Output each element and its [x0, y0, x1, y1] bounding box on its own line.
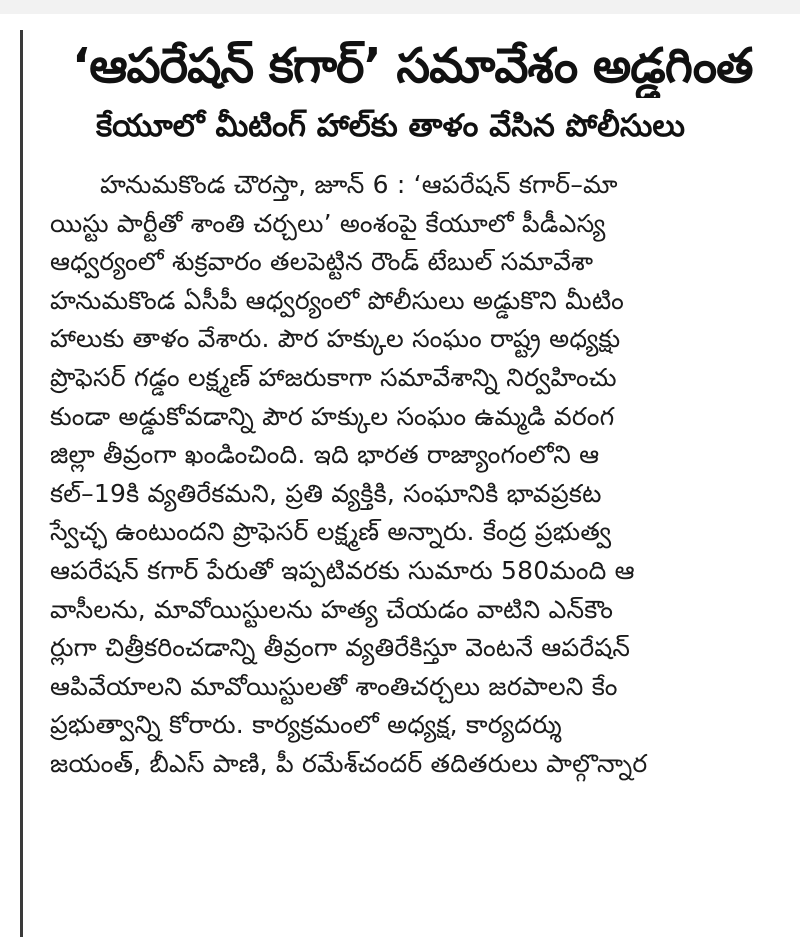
body-line: హనుమకొండ చౌరస్తా, జూన్ 6 : ‘ఆపరేషన్ కగార్–మా [100, 170, 618, 199]
body-line: ఆపివేయాలని మావోయిస్టులతో శాంతిచర్చలు జరపాలని కేం [50, 671, 618, 701]
article-subheadline: కేయూలో మీటింగ్ హాల్‌కు తాళం వేసిన పోలీసులు [96, 108, 686, 144]
body-line: వాసీలను, మావోయిస్టులను హత్య చేయడం వాటిని ఎన్‌కౌం [50, 594, 614, 624]
body-line: జయంత్, బీఎస్ పాణి, పీ రమేశ్‌చందర్ తదితరులు పాల్గొన్నార [50, 748, 648, 778]
body-line: ఆపరేషన్ కగార్ పేరుతో ఇప్పటివరకు సుమారు 580మంది ఆ [50, 555, 635, 585]
top-margin-strip [0, 0, 800, 14]
body-line: జిల్లా తీవ్రంగా ఖండించింది. ఇది భారత రాజ్యాంగంలోని ఆ [50, 440, 600, 470]
body-line: యిస్టు పార్టీతో శాంతి చర్చలు’ అంశంపై కేయూలో పీడీఎస్య [50, 208, 606, 238]
body-line: హనుమకొండ ఏసీపీ ఆధ్వర్యంలో పోలీసులు అడ్డుకొని మీటిం [50, 285, 625, 315]
body-line: కల్–19కి వ్యతిరేకమని, ప్రతి వ్యక్తికి, సంఘానికి భావప్రకట [50, 478, 602, 508]
article-body [0, 166, 800, 784]
body-line: హాలుకు తాళం వేశారు. పౌర హక్కుల సంఘం రాష్ట్ర అధ్యక్షు [50, 324, 621, 354]
body-line: ఆధ్వర్యంలో శుక్రవారం తలపెట్టిన రౌండ్ టేబుల్ సమావేశా [50, 247, 594, 277]
body-line: కుండా అడ్డుకోవడాన్ని పౌర హక్కుల సంఘం ఉమ్మడి వరంగ [50, 401, 615, 431]
body-line: స్వేచ్ఛ ఉంటుందని ప్రొఫెసర్ లక్ష్మణ్ అన్నారు. కేంద్ర ప్రభుత్వ [50, 517, 612, 547]
body-line: ర్లుగా చిత్రీకరించడాన్ని తీవ్రంగా వ్యతిరేకిస్తూ వెంటనే ఆపరేషన్ [50, 633, 631, 663]
body-line: ప్రొఫెసర్ గడ్డం లక్ష్మణ్ హాజరుకాగా సమావేశాన్ని నిర్వహించు [50, 362, 617, 392]
body-line: ప్రభుత్వాన్ని కోరారు. కార్యక్రమంలో అధ్యక్ష, కార్యదర్శు [50, 710, 562, 740]
article-headline: ‘ఆపరేషన్ కగార్’ సమావేశం అడ్డగింత [72, 38, 753, 94]
